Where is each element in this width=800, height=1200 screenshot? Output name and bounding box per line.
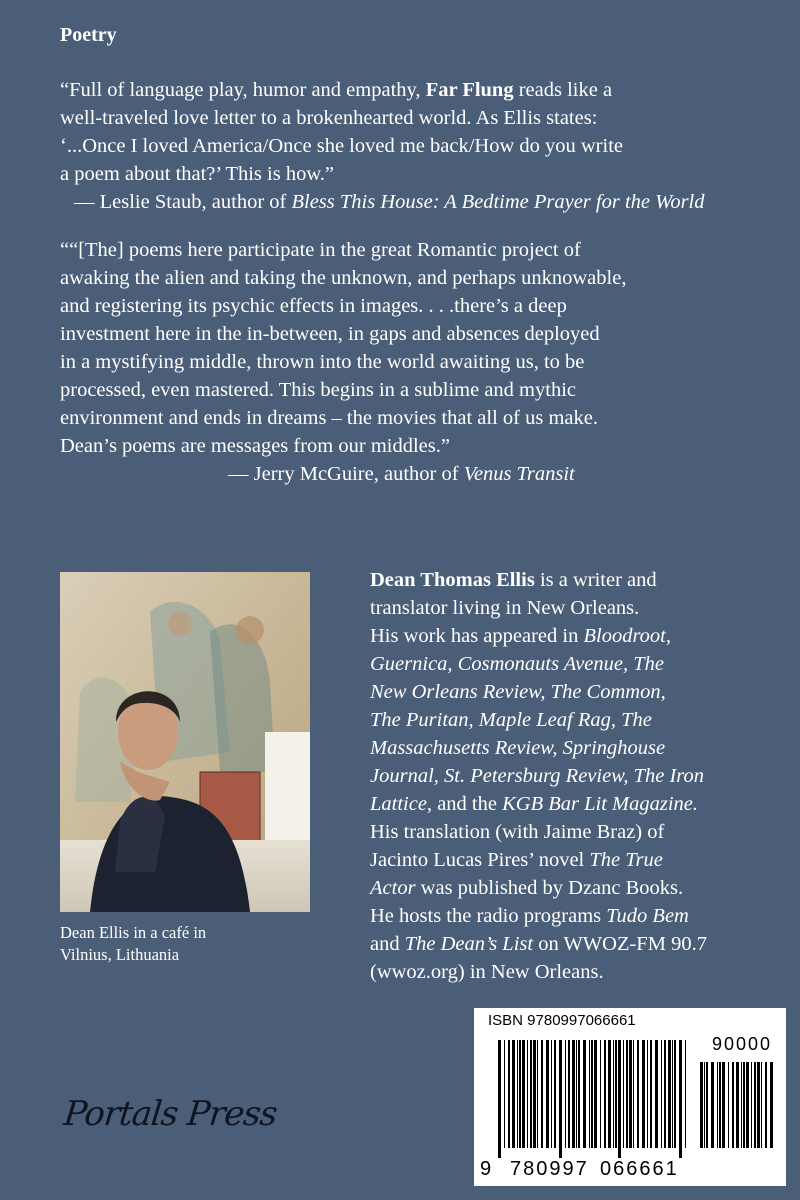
book-title: Far Flung [425, 79, 514, 101]
barcode-bar [685, 1040, 686, 1148]
author-name: Dean Thomas Ellis [370, 569, 535, 591]
barcode-bar [679, 1040, 682, 1158]
ean-barcode-bars [498, 1040, 688, 1158]
photo-caption: Dean Ellis in a café in Vilnius, Lithuania [60, 923, 207, 964]
barcode-bar [554, 1040, 556, 1148]
barcode-bar [591, 1040, 593, 1148]
barcode-bar [508, 1040, 510, 1148]
barcode-bar [512, 1040, 515, 1148]
barcode-bar [722, 1062, 725, 1148]
barcode-bar [711, 1062, 714, 1148]
author-photo [60, 572, 310, 912]
barcode-bar [576, 1040, 577, 1148]
barcode-bar [700, 1062, 703, 1148]
barcode-bar [754, 1062, 756, 1148]
isbn-label: ISBN 9780997066661 [488, 1012, 636, 1029]
barcode-bar [717, 1062, 718, 1148]
barcode-bar [608, 1040, 611, 1148]
barcode-bar [600, 1040, 601, 1148]
barcode-bar [589, 1040, 590, 1148]
barcode-bar [704, 1062, 705, 1148]
barcode-bar [613, 1040, 614, 1148]
barcode-bar [719, 1062, 721, 1148]
barcode-bar [551, 1040, 552, 1148]
barcode-bar [746, 1062, 749, 1148]
barcode-bar [655, 1040, 658, 1148]
barcode-bar [623, 1040, 624, 1148]
barcode-bar [572, 1040, 575, 1148]
blurb-staub: “Full of language play, humor and empathy, Far Flung reads like a well-traveled love letter to a brokenhearted world. As Ellis states: ‘...Once I loved America/Once she loved me back/How do you write a poem about that?’ This is how.” — Leslie Staub, author of Bless This House: A Bedtime Prayer for the World [60, 76, 760, 216]
barcode-bar [770, 1062, 773, 1148]
blurb-attribution: — Jerry McGuire, author of Venus Transit [228, 463, 575, 485]
barcode-bar [583, 1040, 586, 1148]
barcode-bar [761, 1062, 762, 1148]
barcode-bar [661, 1040, 662, 1148]
barcode-bar [568, 1040, 570, 1148]
barcode-bar [626, 1040, 628, 1148]
barcode-bar [728, 1062, 729, 1148]
barcode-bar [664, 1040, 666, 1148]
barcode-bar [530, 1040, 532, 1148]
barcode-bar [706, 1062, 708, 1148]
barcode-bar [559, 1040, 562, 1158]
barcode-bar [736, 1062, 739, 1148]
barcode-bar [647, 1040, 648, 1148]
barcode-bar [578, 1040, 580, 1148]
barcode-bar [594, 1040, 597, 1148]
barcode-bar [650, 1040, 652, 1148]
author-bio: Dean Thomas Ellis is a writer and translator living in New Orleans. His work has appeared in Bloodroot, Guernica, Cosmonauts Avenue, The New Orleans Review, The Common, The Puritan, Maple Leaf Rag, The Massachusetts Review, Springhouse Journal, St. Petersburg Review, The Iron Lattice, and the KGB Bar Lit Magazine. His translation (with Jaime Braz) of Jacinto Lucas Pires’ novel The True Actor was published by Dzanc Books. He hosts the radio programs Tudo Bem and The Dean’s List on WWOZ-FM 90.7 (wwoz.org) in New Orleans. [370, 569, 707, 983]
blurb-mcguire: ““[The] poems here participate in the great Romantic project of awaking the alien and taking the unknown, and perhaps unknowable, and registering its psychic effects in images. . . .there’s a deep investment here in the in-between, in gaps and absences deployed in a mystifying middle, thrown into the world awaiting us, to be processed, even mastered. This begins in a sublime and mythic environment and ends in dreams – the movies that all of us make. Dean’s poems are messages from our middles.” — Jerry McGuire, author of Venus Transit [60, 236, 760, 488]
author-photo-illustration [60, 572, 310, 912]
barcode-bar [615, 1040, 617, 1148]
barcode-bar [533, 1040, 536, 1148]
barcode-bar [674, 1040, 676, 1148]
barcode-bar [519, 1040, 521, 1148]
blurb-attribution: — Leslie Staub, author of Bless This House: A Bedtime Prayer for the World [74, 191, 705, 213]
publisher-logo: Portals Press [61, 1094, 279, 1134]
addon-barcode-bars [700, 1062, 776, 1158]
barcode-bar [668, 1040, 671, 1148]
barcode-bar [537, 1040, 538, 1148]
barcode-bar [546, 1040, 549, 1148]
addon-price-code: 90000 [712, 1034, 773, 1054]
barcode-bar [741, 1062, 742, 1148]
barcode-bar [672, 1040, 673, 1148]
barcode-bar [642, 1040, 645, 1148]
barcode-bar [504, 1040, 505, 1148]
barcode-bar [604, 1040, 606, 1148]
barcode-bar [757, 1062, 760, 1148]
barcode-bar [633, 1040, 634, 1148]
barcode-bar [765, 1062, 767, 1148]
barcode-bar [517, 1040, 518, 1148]
genre-label: Poetry [60, 24, 117, 46]
barcode-bar [637, 1040, 639, 1148]
barcode-bar [498, 1040, 501, 1158]
barcode-bar [743, 1062, 745, 1148]
isbn-barcode: ISBN 9780997066661 90000 9 780997 066661 [474, 1008, 786, 1186]
barcode-bar [522, 1040, 525, 1148]
barcode-bar [751, 1062, 752, 1148]
barcode-bar [629, 1040, 632, 1148]
barcode-bar [618, 1040, 621, 1158]
barcode-bar [527, 1040, 528, 1148]
barcode-bar [565, 1040, 566, 1148]
barcode-bar [732, 1062, 734, 1148]
barcode-bar [541, 1040, 543, 1148]
